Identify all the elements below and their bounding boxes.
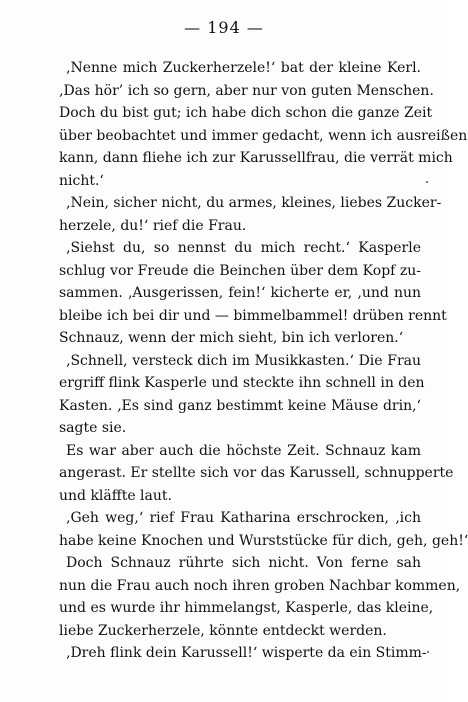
text-line: sammen. ‚Ausgerissen, fein!‘ kicherte er, ‚und nun <box>59 285 421 301</box>
text-line: habe keine Knochen und Wurststücke für dich, geh, geh!‘ <box>59 532 468 549</box>
print-speck <box>427 651 429 653</box>
text-line: ‚Das hör’ ich so gern, aber nur von guten Menschen. <box>59 82 434 99</box>
text-line: ergriff flink Kasperle und steckte ihn schnell in den <box>59 375 425 391</box>
text-line: Es war aber auch die höchste Zeit. Schnauz kam <box>66 442 421 459</box>
text-line: ‚Siehst du, so nennst du mich recht.‘ Kasperle <box>66 240 421 256</box>
text-line: ‚Dreh flink dein Karussell!‘ wisperte da ein Stimm- <box>66 645 427 661</box>
text-line: kann, dann fliehe ich zur Karussellfrau, die verrät mich <box>59 150 453 166</box>
page-number-header: — 194 — <box>184 18 264 37</box>
text-line: ‚Geh weg,‘ rief Frau Katharina erschrocken, ‚ich <box>66 510 421 526</box>
text-line: nun die Frau auch noch ihren groben Nachbar kommen, <box>59 577 461 594</box>
text-line: Schnauz, wenn der mich sieht, bin ich verloren.‘ <box>59 330 404 346</box>
text-line: ‚Schnell, versteck dich im Musikkasten.‘ Die Frau <box>66 352 421 369</box>
text-line: Kasten. ‚Es sind ganz bestimmt keine Mäuse drin,‘ <box>59 397 421 414</box>
text-line: Doch Schnauz rührte sich nicht. Von ferne sah <box>66 555 421 571</box>
text-line: ‚Nenne mich Zuckerherzele!‘ bat der kleine Kerl. <box>66 60 421 76</box>
text-line: liebe Zuckerherzele, könnte entdeckt werden. <box>59 622 387 639</box>
text-line: und kläffte laut. <box>59 487 172 504</box>
text-line: herzele, du!‘ rief die Frau. <box>59 217 247 234</box>
text-line: sagte sie. <box>59 420 127 436</box>
body-text <box>59 57 468 665</box>
text-line: schlug vor Freude die Beinchen über dem Kopf zu- <box>59 262 421 279</box>
text-line: bleibe ich bei dir und — bimmelbammel! drüben rennt <box>59 307 447 324</box>
text-line: nicht.‘ <box>59 172 104 189</box>
text-line: Doch du bist gut; ich habe dich schon die ganze Zeit <box>59 105 433 121</box>
text-line: angerast. Er stellte sich vor das Karussell, schnupperte <box>59 465 454 481</box>
text-line: ‚Nein, sicher nicht, du armes, kleines, liebes Zucker- <box>66 195 442 211</box>
text-line: über beobachtet und immer gedacht, wenn ich ausreißen <box>59 127 468 144</box>
text-line: und es wurde ihr himmelangst, Kasperle, das kleine, <box>59 600 434 616</box>
print-speck <box>426 181 428 183</box>
